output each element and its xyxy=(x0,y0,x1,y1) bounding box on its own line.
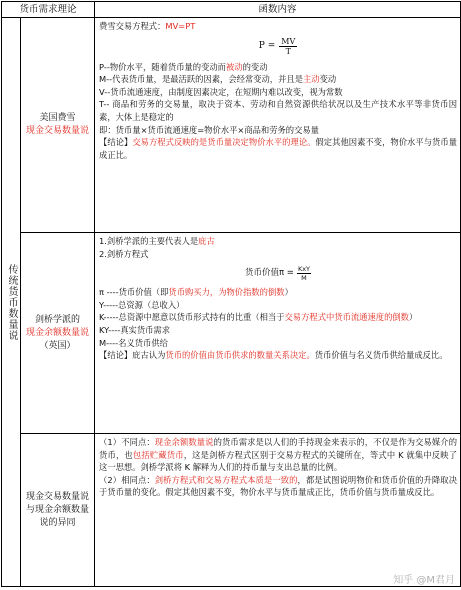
fisher-formula-line: 费雪交易方程式：MV=PT xyxy=(99,21,196,31)
cambridge-label-cell xyxy=(21,233,95,434)
cambridge-k-def: K-----总资源中愿意以货币形式持有的比重（相当于交易方程式中货币流通速度的倒数） xyxy=(99,312,418,323)
cambridge-label-country: （英国） xyxy=(39,340,76,351)
cambridge-formula: 货币价值π = KxY M xyxy=(244,264,311,282)
cambridge-item1: 1.剑桥学派的主要代表人是庇古 xyxy=(99,236,215,246)
cambridge-item2: 2.剑桥方程式 xyxy=(99,248,149,259)
comparison-label-cell: 现金交易数量说 与现金余额数量 说的异同 xyxy=(21,434,95,587)
header-row xyxy=(2,2,461,18)
header-theory: 货币需求理论 xyxy=(2,2,95,18)
cambridge-content xyxy=(95,233,461,434)
document-page xyxy=(1,1,460,589)
watermark: 知乎 @M君月 xyxy=(393,575,455,586)
comparison-content xyxy=(95,434,461,587)
fisher-v-def: V--货币流通速度，由制度因素决定，在短期内难以改变，视为常数 xyxy=(99,86,343,97)
cambridge-ky-def: KY----真实货币需求 xyxy=(99,324,171,335)
fisher-p-def: P--物价水平，随着货币量的变动而被动的变动 xyxy=(99,61,268,72)
cambridge-label-theory: 现金余额数量说 xyxy=(26,327,90,338)
fisher-identity: 即：货币量×货币流通速度=物价水平×商品和劳务的交易量 xyxy=(99,124,319,135)
fisher-formula: P = $\frac{MV}{T}$ xyxy=(258,37,296,57)
fisher-label-theory: 现金交易数量说 xyxy=(26,126,90,136)
group-label: 传统货币数量说 xyxy=(6,263,17,341)
fisher-conclusion: 【结论】交易方程式反映的是货币量决定物价水平的理论。假定其他因素不变，物价水平与货币量成正比。 xyxy=(99,137,457,160)
cambridge-conclusion: 【结论】庇古认为货币的价值由货币供求的数量关系决定。货币价值与名义货币供给量成反比。 xyxy=(99,350,448,361)
cambridge-m-def: M----名义货币供给 xyxy=(99,337,168,348)
comparison-similarity: （2）相同点：剑桥方程式和交易方程式本质是一致的，都是试图说明物价和货币价值的升降取决于货币量的变化。假定其他因素不变，物价水平与货币量成正比，货币价值与货币量成反比。 xyxy=(99,474,457,498)
fisher-m-def: M--代表货币量，是最活跃的因素，会经常变动，并且是主动变动 xyxy=(99,74,337,85)
theory-table xyxy=(1,1,461,587)
header-content: 函数内容 xyxy=(95,2,461,18)
fisher-content xyxy=(95,18,461,233)
cambridge-y-def: Y-----总资源（总收入） xyxy=(99,299,185,310)
cambridge-pi-def: π ----货币价值（即货币购买力，为物价指数的倒数） xyxy=(99,287,293,298)
fisher-label-cell xyxy=(21,18,95,233)
row-cambridge xyxy=(2,233,461,434)
comparison-difference: （1）不同点：现金余额数量说的货币需求是以人们的手持现金来表示的，不仅是作为交易媒介的货币，也包括贮藏货币，这是剑桥方程式区别于交易方程式的关键所在，等式中 K 就集中反映了这一思想。剑桥学派将 K 解释为人们的持币量与支出总量的比例。 xyxy=(99,437,458,473)
group-cell xyxy=(2,18,21,587)
cambridge-label-name: 剑桥学派的 xyxy=(35,314,81,325)
row-fisher xyxy=(2,18,461,233)
fisher-t-def: T-- 商品和劳务的交易量，取决于资本、劳动和自然资源供给状况以及生产技术水平等非货币因素，大体上是稳定的 xyxy=(99,99,458,122)
fisher-label-name: 美国费雪 xyxy=(39,113,76,123)
row-comparison xyxy=(2,434,461,587)
